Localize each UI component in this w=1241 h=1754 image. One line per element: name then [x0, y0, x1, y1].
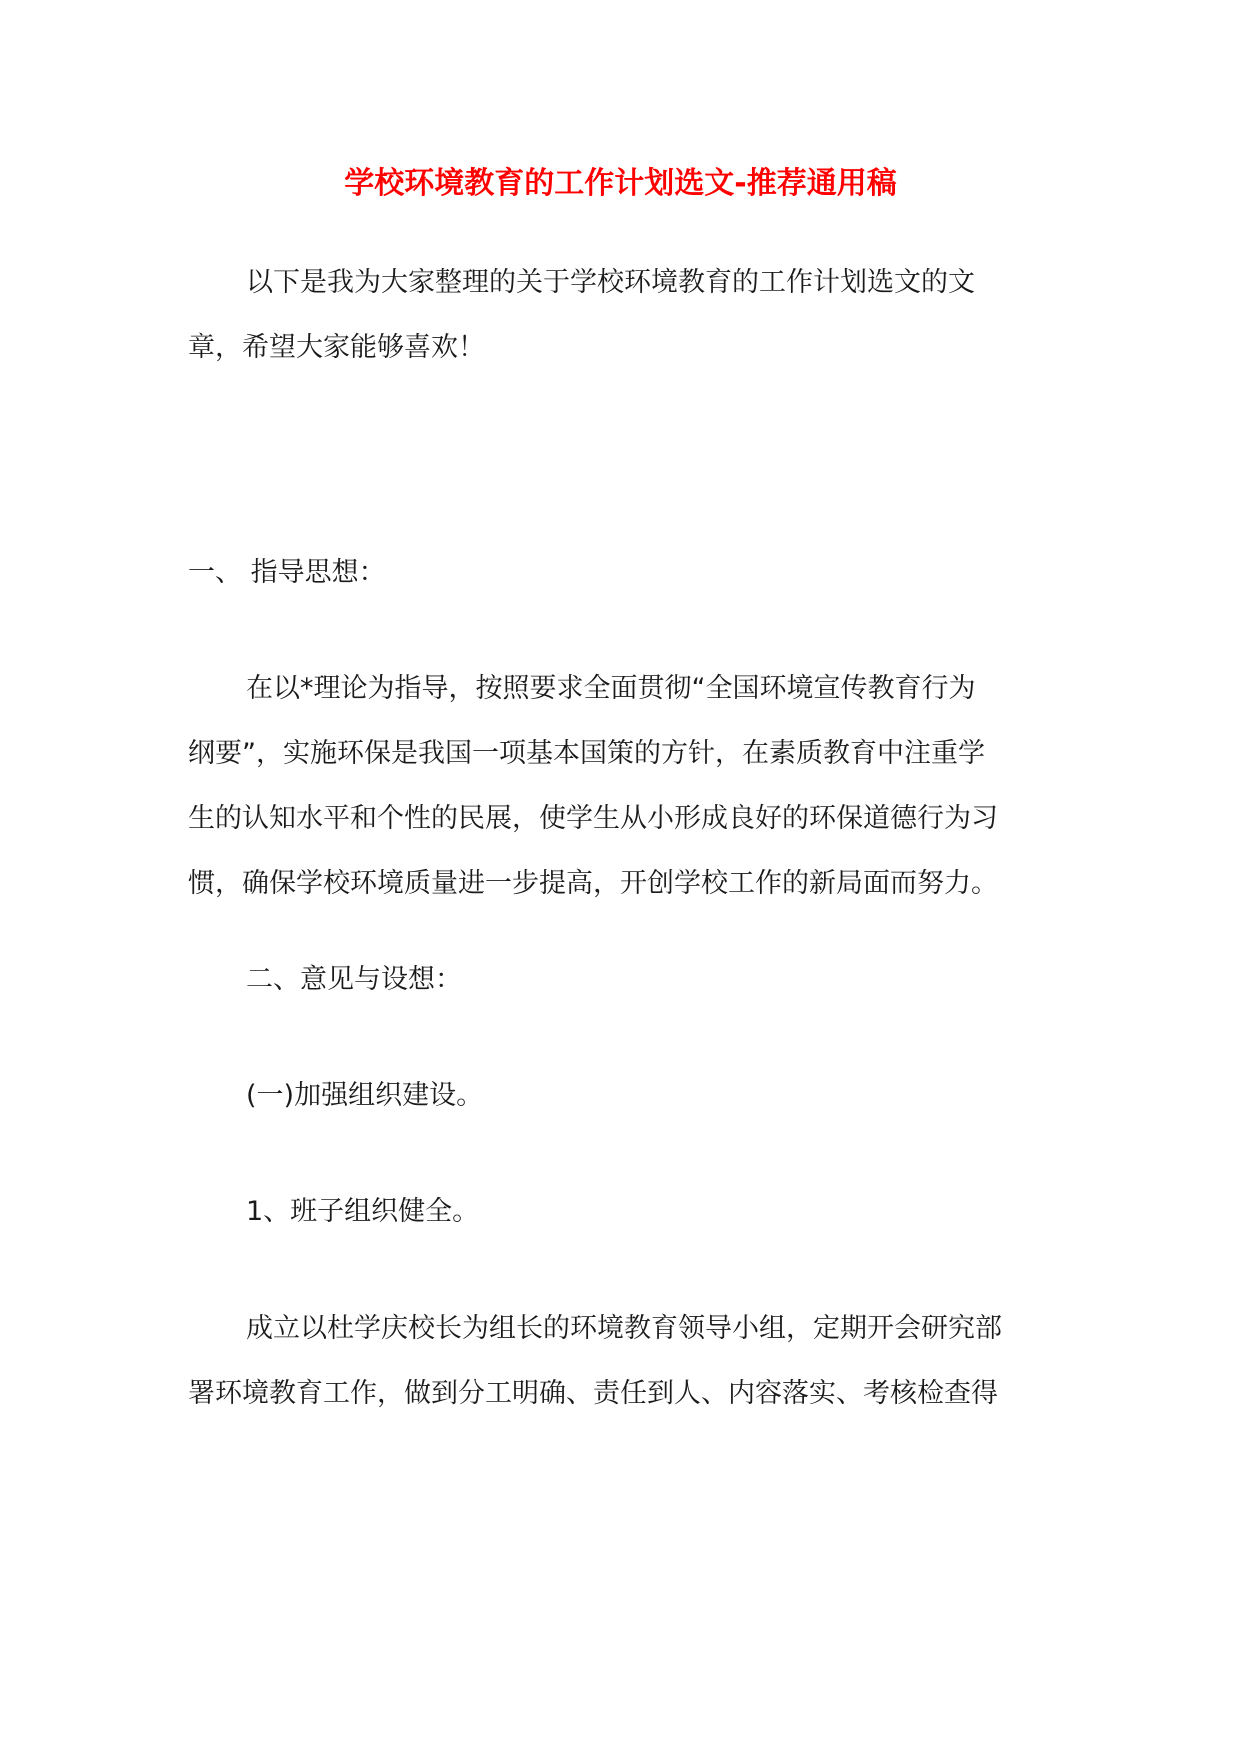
intro-paragraph	[188, 250, 1068, 380]
document-title: 学校环境教育的工作计划选文-推荐通用稿	[344, 166, 897, 201]
heading-line: 一、 指导思想：	[188, 557, 386, 588]
paragraph-line: 在以*理论为指导，按照要求全面贯彻“全国环境宣传教育行为	[246, 673, 976, 704]
paragraph-line: 生的认知水平和个性的民展，使学生从小形成良好的环保道德行为习	[188, 803, 998, 834]
paragraph-line: 署环境教育工作，做到分工明确、责任到人、内容落实、考核检查得	[188, 1378, 998, 1409]
paragraph-line: 章，希望大家能够喜欢！	[188, 332, 485, 363]
team-paragraph	[188, 1296, 1068, 1426]
heading-line: 1、班子组织健全。	[246, 1196, 480, 1227]
paragraph-line: 纲要”，实施环保是我国一项基本国策的方针，在素质教育中注重学	[188, 738, 985, 769]
subsection-heading-organization	[188, 1063, 1068, 1128]
section-heading-guiding-ideology	[188, 540, 1068, 605]
paragraph-line: 惯，确保学校环境质量进一步提高，开创学校工作的新局面而努力。	[188, 868, 998, 899]
paragraph-line: 成立以杜学庆校长为组长的环境教育领导小组，定期开会研究部	[246, 1313, 1002, 1344]
heading-line: (一)加强组织建设。	[246, 1080, 484, 1111]
section-heading-opinions	[188, 947, 1068, 1012]
paragraph-line: 以下是我为大家整理的关于学校环境教育的工作计划选文的文	[246, 267, 975, 298]
item-heading-team	[188, 1179, 1068, 1244]
heading-line: 二、意见与设想：	[246, 964, 462, 995]
guiding-ideology-paragraph	[188, 656, 1068, 916]
